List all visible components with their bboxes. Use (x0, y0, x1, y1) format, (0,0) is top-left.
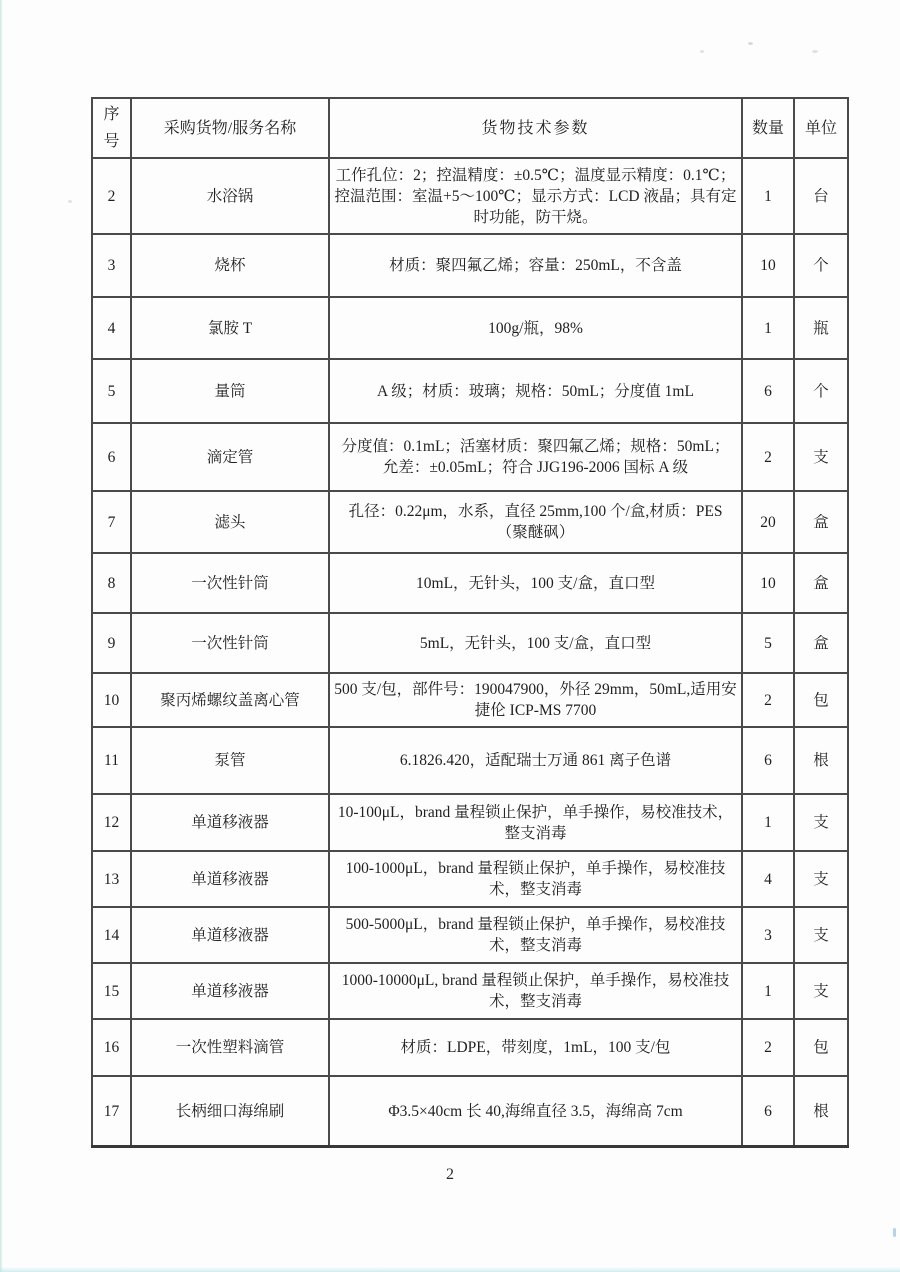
table-row (92, 491, 848, 553)
cell-item-name: 单道移液器 (131, 794, 329, 851)
cell-quantity: 4 (742, 851, 794, 907)
cell-technical-parameters: 孔径：0.22μm，水系，直径 25mm,100 个/盒,材质：PES（聚醚砜） (329, 491, 742, 553)
scan-speck-artifact (700, 50, 704, 53)
cell-quantity: 6 (742, 727, 794, 794)
table-row (92, 423, 848, 491)
table-row (92, 727, 848, 794)
table-row (92, 359, 848, 423)
cell-serial-number: 6 (92, 423, 131, 491)
table-row (92, 851, 848, 907)
cell-unit: 台 (794, 158, 848, 234)
cell-item-name: 滤头 (131, 491, 329, 553)
cell-quantity: 2 (742, 1019, 794, 1076)
cell-quantity: 1 (742, 158, 794, 234)
cell-technical-parameters: 500-5000μL，brand 量程锁止保护，单手操作，易校准技术，整支消毒 (329, 907, 742, 963)
cell-serial-number: 16 (92, 1019, 131, 1076)
cell-item-name: 单道移液器 (131, 851, 329, 907)
cell-technical-parameters: 100-1000μL，brand 量程锁止保护，单手操作，易校准技术，整支消毒 (329, 851, 742, 907)
cell-technical-parameters: 材质：聚四氟乙烯；容量：250mL，不含盖 (329, 234, 742, 297)
column-header-serial-number-label: 序号 (103, 106, 120, 151)
column-header-quantity: 数量 (742, 98, 794, 158)
cell-unit: 盒 (794, 491, 848, 553)
cell-quantity: 10 (742, 553, 794, 613)
column-header-item-name: 采购货物/服务名称 (131, 98, 329, 158)
cell-quantity: 2 (742, 423, 794, 491)
cell-unit: 支 (794, 851, 848, 907)
cell-technical-parameters: 500 支/包，部件号：190047900，外径 29mm，50mL,适用安捷伦 ICP-MS 7700 (329, 673, 742, 727)
cell-technical-parameters: 6.1826.420，适配瑞士万通 861 离子色谱 (329, 727, 742, 794)
cell-technical-parameters: 分度值：0.1mL；活塞材质：聚四氟乙烯；规格：50mL；允差：±0.05mL；符合 JJG196-2006 国标 A 级 (329, 423, 742, 491)
cell-technical-parameters: 100g/瓶，98% (329, 297, 742, 359)
column-header-technical-parameters: 货物技术参数 (329, 98, 742, 158)
cell-technical-parameters: 10mL，无针头，100 支/盒，直口型 (329, 553, 742, 613)
cell-item-name: 一次性塑料滴管 (131, 1019, 329, 1076)
procurement-items-table (91, 97, 849, 1148)
cell-serial-number: 13 (92, 851, 131, 907)
cell-unit: 个 (794, 234, 848, 297)
cell-serial-number: 4 (92, 297, 131, 359)
cell-unit: 支 (794, 423, 848, 491)
cell-technical-parameters: 材质：LDPE，带刻度，1mL，100 支/包 (329, 1019, 742, 1076)
scan-edge-artifact-left (0, 0, 3, 1272)
scan-edge-artifact-bottom (0, 1267, 900, 1272)
cell-serial-number: 14 (92, 907, 131, 963)
cell-technical-parameters: A 级；材质：玻璃；规格：50mL；分度值 1mL (329, 359, 742, 423)
cell-serial-number: 3 (92, 234, 131, 297)
table-row (92, 963, 848, 1019)
cell-item-name: 量筒 (131, 359, 329, 423)
cell-quantity: 10 (742, 234, 794, 297)
table-row (92, 234, 848, 297)
table-body (92, 158, 848, 1146)
cell-unit: 支 (794, 794, 848, 851)
cell-unit: 支 (794, 907, 848, 963)
cell-unit: 支 (794, 963, 848, 1019)
cell-item-name: 水浴锅 (131, 158, 329, 234)
cell-unit: 个 (794, 359, 848, 423)
cell-unit: 盒 (794, 613, 848, 673)
cell-serial-number: 17 (92, 1076, 131, 1146)
table-row (92, 794, 848, 851)
cell-technical-parameters: 1000-10000μL, brand 量程锁止保护，单手操作，易校准技术，整支消毒 (329, 963, 742, 1019)
cell-item-name: 长柄细口海绵刷 (131, 1076, 329, 1146)
cell-unit: 根 (794, 1076, 848, 1146)
cell-quantity: 6 (742, 359, 794, 423)
scan-speck-artifact (812, 50, 818, 53)
cell-unit: 包 (794, 1019, 848, 1076)
cell-serial-number: 15 (92, 963, 131, 1019)
cell-serial-number: 10 (92, 673, 131, 727)
cell-unit: 瓶 (794, 297, 848, 359)
cell-quantity: 1 (742, 963, 794, 1019)
table-row (92, 1076, 848, 1146)
cell-quantity: 5 (742, 613, 794, 673)
cell-serial-number: 5 (92, 359, 131, 423)
table-row (92, 158, 848, 234)
cell-quantity: 1 (742, 794, 794, 851)
table-row (92, 553, 848, 613)
cell-item-name: 烧杯 (131, 234, 329, 297)
table-row (92, 297, 848, 359)
cell-quantity: 20 (742, 491, 794, 553)
column-header-serial-number (92, 98, 131, 158)
cell-serial-number: 7 (92, 491, 131, 553)
cell-item-name: 氯胺 T (131, 297, 329, 359)
cell-item-name: 一次性针筒 (131, 613, 329, 673)
cell-technical-parameters: 10-100μL，brand 量程锁止保护，单手操作，易校准技术，整支消毒 (329, 794, 742, 851)
cell-quantity: 2 (742, 673, 794, 727)
cell-serial-number: 12 (92, 794, 131, 851)
cell-unit: 根 (794, 727, 848, 794)
column-header-unit: 单位 (794, 98, 848, 158)
table-row (92, 907, 848, 963)
cell-quantity: 6 (742, 1076, 794, 1146)
cell-item-name: 单道移液器 (131, 963, 329, 1019)
cell-item-name: 滴定管 (131, 423, 329, 491)
cell-technical-parameters: Φ3.5×40cm 长 40,海绵直径 3.5，海绵高 7cm (329, 1076, 742, 1146)
cell-quantity: 3 (742, 907, 794, 963)
cell-serial-number: 2 (92, 158, 131, 234)
page-number: 2 (446, 1166, 454, 1183)
cell-unit: 盒 (794, 553, 848, 613)
scan-speck-artifact (748, 42, 753, 45)
cell-technical-parameters: 5mL，无针头，100 支/盒，直口型 (329, 613, 742, 673)
cell-item-name: 一次性针筒 (131, 553, 329, 613)
cell-item-name: 聚丙烯螺纹盖离心管 (131, 673, 329, 727)
cell-quantity: 1 (742, 297, 794, 359)
cell-item-name: 单道移液器 (131, 907, 329, 963)
cell-serial-number: 11 (92, 727, 131, 794)
cell-serial-number: 8 (92, 553, 131, 613)
cell-serial-number: 9 (92, 613, 131, 673)
cell-item-name: 泵管 (131, 727, 329, 794)
scan-speck-artifact (893, 1228, 896, 1237)
table-header-row (92, 98, 848, 158)
cell-unit: 包 (794, 673, 848, 727)
cell-technical-parameters: 工作孔位：2；控温精度：±0.5℃；温度显示精度：0.1℃；控温范围：室温+5～100℃；显示方式：LCD 液晶；具有定时功能，防干烧。 (329, 158, 742, 234)
table-row (92, 1019, 848, 1076)
scan-speck-artifact (68, 200, 72, 203)
table-header (92, 98, 848, 158)
table-row (92, 613, 848, 673)
table-row (92, 673, 848, 727)
